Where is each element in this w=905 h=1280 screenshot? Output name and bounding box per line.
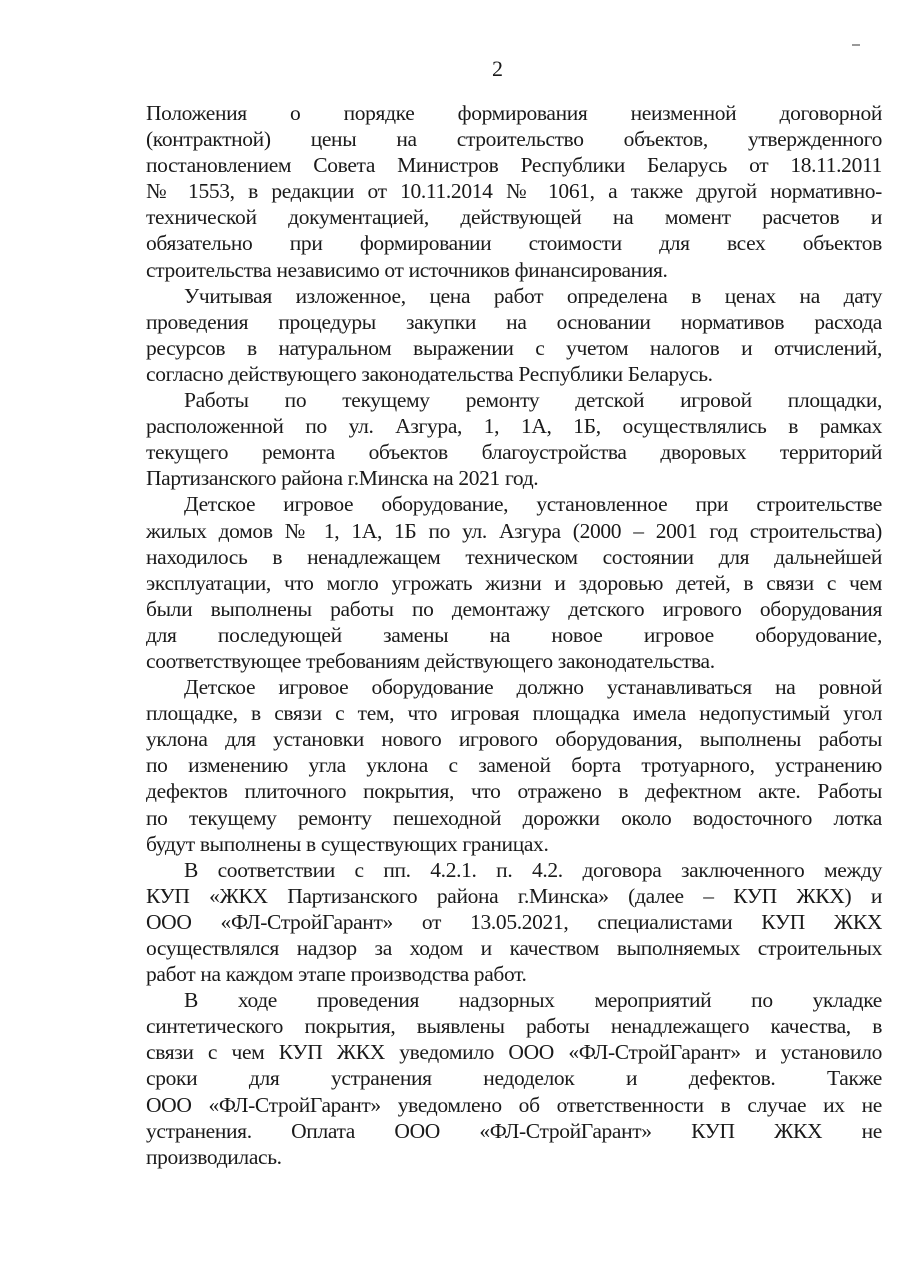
text-line: № 1553, в редакции от 10.11.2014 № 1061, а также другой нормативно-: [146, 179, 882, 204]
text-line: находилось в ненадлежащем техническом состоянии для дальнейшей: [146, 544, 882, 569]
text-line: ООО «ФЛ-СтройГарант» уведомлено об ответственности в случае их не: [146, 1092, 882, 1117]
paragraph: [146, 387, 882, 491]
text-line: В соответствии с пп. 4.2.1. п. 4.2. договора заключенного между: [184, 857, 882, 882]
text-line: для последующей замены на новое игровое оборудование,: [146, 622, 882, 647]
text-line: ООО «ФЛ-СтройГарант» от 13.05.2021, специалистами КУП ЖКХ: [146, 909, 882, 934]
text-line: работ на каждом этапе производства работ.: [146, 962, 527, 987]
text-line: В ходе проведения надзорных мероприятий по укладке: [184, 988, 882, 1013]
text-line: площадке, в связи с тем, что игровая площадка имела недопустимый угол: [146, 701, 882, 726]
text-line: по изменению угла уклона с заменой борта тротуарного, устранению: [146, 753, 882, 778]
text-line: сроки для устранения недоделок и дефектов. Также: [146, 1066, 882, 1091]
text-line: строительства независимо от источников финансирования.: [146, 257, 668, 282]
paragraph: [146, 283, 882, 387]
text-line: жилых домов № 1, 1А, 1Б по ул. Азгура (2000 – 2001 год строительства): [146, 518, 882, 543]
text-line: эксплуатации, что могло угрожать жизни и здоровью детей, в связи с чем: [146, 570, 882, 595]
page-number: 2: [492, 56, 503, 81]
text-line: производилась.: [146, 1144, 282, 1169]
text-line: Работы по текущему ремонту детской игровой площадки,: [184, 388, 882, 413]
text-line: текущего ремонта объектов благоустройства дворовых территорий: [146, 440, 882, 465]
text-line: Положения о порядке формирования неизменной договорной: [146, 101, 882, 125]
text-line: расположенной по ул. Азгура, 1, 1А, 1Б, осуществлялись в рамках: [146, 414, 882, 439]
text-line: КУП «ЖКХ Партизанского района г.Минска» (далее – КУП ЖКХ) и: [146, 883, 882, 908]
paragraph: [146, 987, 882, 1170]
paragraph: [146, 674, 882, 857]
text-line: осуществлялся надзор за ходом и качеством выполняемых строительных: [146, 936, 882, 960]
document-body: [146, 100, 882, 1170]
text-line: Партизанского района г.Минска на 2021 год.: [146, 466, 539, 491]
text-line: Детское игровое оборудование, установленное при строительстве: [184, 492, 882, 517]
text-line: уклона для установки нового игрового оборудования, выполнены работы: [146, 727, 882, 752]
paragraph: [146, 100, 882, 283]
text-line: дефектов плиточного покрытия, что отражено в дефектном акте. Работы: [146, 779, 882, 804]
text-line: синтетического покрытия, выявлены работы ненадлежащего качества, в: [146, 1014, 882, 1039]
text-line: Учитывая изложенное, цена работ определена в ценах на дату: [184, 283, 882, 308]
text-line: связи с чем КУП ЖКХ уведомило ООО «ФЛ-СтройГарант» и установило: [146, 1040, 882, 1065]
text-line: обязательно при формировании стоимости для всех объектов: [146, 231, 882, 256]
scan-mark: [852, 44, 860, 46]
text-line: ресурсов в натуральном выражении с учетом налогов и отчислений,: [146, 335, 882, 360]
text-line: были выполнены работы по демонтажу детского игрового оборудования: [146, 596, 882, 621]
text-line: по текущему ремонту пешеходной дорожки около водосточного лотка: [146, 805, 882, 830]
text-line: будут выполнены в существующих границах.: [146, 831, 549, 856]
text-line: постановлением Совета Министров Республики Беларусь от 18.11.2011: [146, 153, 882, 178]
text-line: согласно действующего законодательства Республики Беларусь.: [146, 361, 713, 386]
paragraph: [146, 857, 882, 987]
text-line: Детское игровое оборудование должно устанавливаться на ровной: [184, 675, 882, 700]
text-line: проведения процедуры закупки на основании нормативов расхода: [146, 309, 882, 334]
text-line: технической документацией, действующей на момент расчетов и: [146, 205, 882, 230]
paragraph: [146, 491, 882, 674]
text-line: (контрактной) цены на строительство объектов, утвержденного: [146, 127, 882, 152]
text-line: устранения. Оплата ООО «ФЛ-СтройГарант» КУП ЖКХ не: [146, 1118, 882, 1143]
text-line: соответствующее требованиям действующего законодательства.: [146, 648, 715, 673]
